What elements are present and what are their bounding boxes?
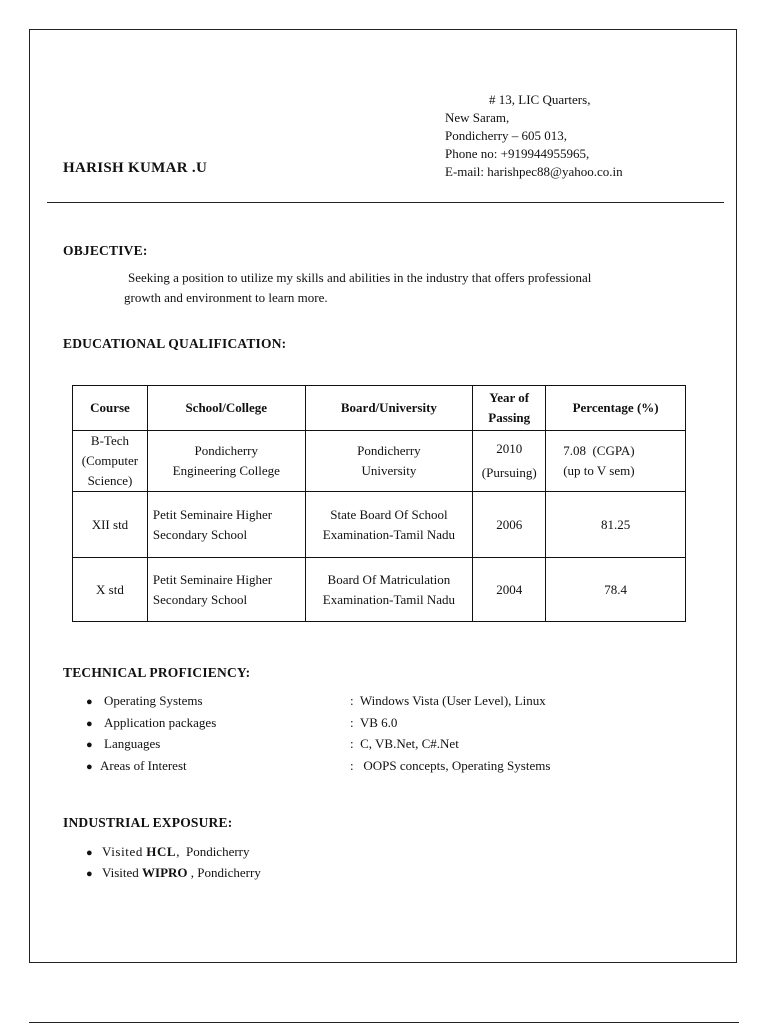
bullet-icon: ● <box>86 847 93 859</box>
course-cell <box>73 558 148 622</box>
course-cell <box>73 431 148 492</box>
company-location: , Pondicherry <box>187 865 261 880</box>
cell-line: Pondicherry <box>357 443 421 458</box>
table-header-row <box>73 386 686 431</box>
year-cell <box>473 431 546 492</box>
cell-line: XII std <box>91 516 129 532</box>
year-cell <box>473 492 546 558</box>
school-cell <box>147 492 305 558</box>
technical-list <box>86 690 551 777</box>
board-cell <box>305 431 473 492</box>
cell-line: (Computer <box>81 453 139 468</box>
cell-line: 7.08 (CGPA) <box>563 443 635 458</box>
skill-label: Operating Systems <box>104 693 203 708</box>
list-item <box>86 733 459 755</box>
skill-value: : VB 6.0 <box>350 714 398 730</box>
cell-line: X std <box>96 581 124 597</box>
table-row <box>73 431 686 492</box>
cell-line: Engineering College <box>172 463 280 478</box>
technical-heading: TECHNICAL PROFICIENCY: <box>63 665 251 680</box>
list-item <box>86 862 261 883</box>
industrial-heading: INDUSTRIAL EXPOSURE: <box>63 815 233 830</box>
education-table <box>72 385 686 622</box>
list-item <box>86 841 261 862</box>
cell-line: Pondicherry <box>194 443 259 458</box>
skill-value: : Windows Vista (User Level), Linux <box>350 693 546 708</box>
address-line: # 13, LIC Quarters, <box>489 92 591 107</box>
column-header: Course <box>73 386 148 431</box>
cell-line: Examination-Tamil Nadu <box>322 591 456 607</box>
percentage-cell <box>546 492 686 558</box>
school-cell <box>147 558 305 622</box>
visited-label: Visited <box>102 844 143 859</box>
bullet-icon: ● <box>86 739 93 752</box>
email-line: E-mail: harishpec88@yahoo.co.in <box>445 164 623 179</box>
cell-line: University <box>361 463 417 478</box>
percentage-cell <box>546 558 686 622</box>
percentage-cell <box>546 431 686 492</box>
skill-value: : OOPS concepts, Operating Systems <box>350 758 551 774</box>
bullet-icon: ● <box>86 717 93 730</box>
table-row <box>73 492 686 558</box>
column-header-line: Year of <box>489 390 530 405</box>
cell-line: 81.25 <box>600 516 631 532</box>
objective-line: Seeking a position to utilize my skills and abilities in the industry that offers professional <box>128 270 592 285</box>
bullet-icon: ● <box>86 696 93 708</box>
cell-line: 2006 <box>496 516 523 532</box>
industrial-list <box>86 841 261 883</box>
address-line: Pondicherry – 605 013, <box>445 128 568 143</box>
cell-line: B-Tech <box>90 433 129 448</box>
cell-line: Secondary School <box>152 526 248 542</box>
cell-line: Petit Seminaire Higher <box>152 571 273 587</box>
board-cell <box>305 558 473 622</box>
contact-address <box>445 91 623 181</box>
bullet-icon: ● <box>86 761 93 774</box>
cell-line: Petit Seminaire Higher <box>152 506 273 522</box>
school-cell <box>147 431 305 492</box>
bullet-icon: ● <box>86 868 93 880</box>
table-row <box>73 558 686 622</box>
column-header <box>473 386 546 431</box>
header-divider <box>47 202 724 203</box>
column-header: Percentage (%) <box>546 386 686 431</box>
cell-line: Science) <box>87 473 133 488</box>
board-cell <box>305 492 473 558</box>
phone-line: Phone no: +919944955965, <box>445 146 590 161</box>
column-header: School/College <box>147 386 305 431</box>
column-header-line: Passing <box>488 410 531 425</box>
list-item <box>86 690 546 712</box>
skill-label: Application packages <box>104 714 217 730</box>
company-name: WIPRO <box>142 865 188 880</box>
cell-line: Secondary School <box>152 591 248 607</box>
cell-line: 2004 <box>496 581 523 597</box>
cell-line: 2010 <box>496 441 523 456</box>
cell-line: Examination-Tamil Nadu <box>322 526 456 542</box>
year-cell <box>473 558 546 622</box>
course-cell <box>73 492 148 558</box>
company-location: , Pondicherry <box>176 844 250 859</box>
candidate-name: HARISH KUMAR .U <box>63 160 208 176</box>
cell-line: (Pursuing) <box>481 465 537 480</box>
address-line: New Saram, <box>445 110 510 125</box>
cell-line: 78.4 <box>604 581 627 597</box>
column-header: Board/University <box>305 386 473 431</box>
company-name: HCL <box>146 844 177 859</box>
list-item <box>86 712 398 734</box>
cell-line: State Board Of School <box>330 506 448 522</box>
skill-label: Languages <box>104 736 161 752</box>
objective-line: growth and environment to learn more. <box>124 290 328 305</box>
visited-label: Visited <box>102 865 139 880</box>
education-heading: EDUCATIONAL QUALIFICATION: <box>63 336 287 351</box>
cell-line: (up to V sem) <box>563 463 635 478</box>
skill-value: : C, VB.Net, C#.Net <box>350 736 459 752</box>
bottom-divider <box>29 1022 739 1023</box>
objective-text <box>124 268 684 308</box>
list-item <box>86 755 551 777</box>
objective-heading: OBJECTIVE: <box>63 243 148 258</box>
cell-line: Board Of Matriculation <box>327 571 451 587</box>
skill-label: Areas of Interest <box>100 758 187 774</box>
